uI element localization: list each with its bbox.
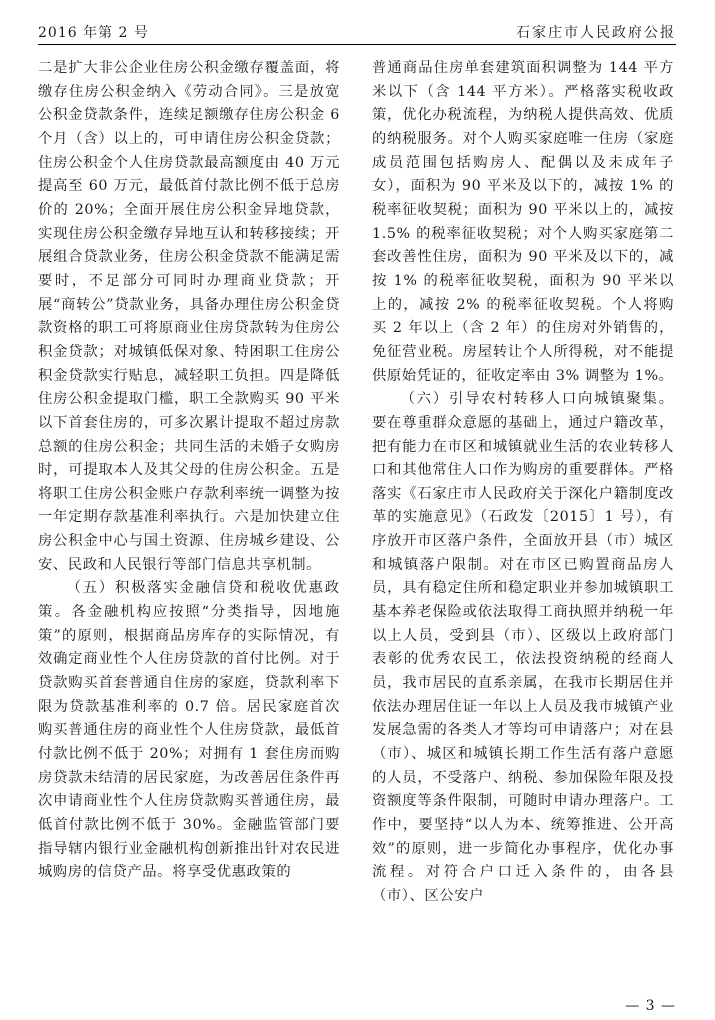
section-6-paragraph	[372, 388, 674, 908]
section-6-heading: （六）引导农村转移人口向城镇聚集。	[400, 391, 674, 408]
publication-title: 石家庄市人民政府公报	[516, 25, 676, 41]
left-column	[38, 57, 340, 885]
page-number: — 3 —	[625, 998, 676, 1014]
section-5-heading: （五）积极落实金融信贷和税收优惠政策。	[38, 580, 340, 621]
page-header	[38, 18, 676, 40]
header-rule	[38, 44, 676, 45]
paragraph-tax-policy: 普通商品住房单套建筑面积调整为 144 平方米以下（含 144 平方米）。严格落实税收政策，优化办税流程，为纳税人提供高效、优质的纳税服务。对个人购买家庭唯一住房（家庭成员范围包括购房人、配偶以及未成年子女），面积为 90 平米及以下的，减按 1% 的税率征收契税；面积为 90 平米以上的，减按 1.5% 的税率征收契税；对个人购买家庭第二套改善性住房，面积为 90 平米及以下的，减按 1% 的税率征收契税，面积为 90 平米以上的，减按 2% 的税率征收契税。个人将购买 2 年以上（含 2 年）的住房对外销售的，免征营业税。房屋转让个人所得税，对不能提供原始凭证的，征收定率由 3% 调整为 1%。	[372, 60, 674, 384]
right-column	[372, 57, 674, 909]
section-6-text: 要在尊重群众意愿的基础上，通过户籍改革，把有能力在市区和城镇就业生活的农业转移人口和其他常住人口作为购房的重要群体。严格落实《石家庄市人民政府关于深化户籍制度改革的实施意见》（石政发〔2015〕1 号），有序放开市区落户条件，全面放开县（市）城区和城镇落户限制。对在市区已购置商品房人员，具有稳定住所和稳定职业并参加城镇职工基本养老保险或依法取得工商执照并纳税一年以上人员，受到县（市）、区级以上政府部门表彰的优秀农民工，依法投资纳税的经商人员，我市居民的直系亲属，在我市长期居住并依法办理居住证一年以上人员及我市城镇产业发展急需的各类人才等均可申请落户；对在县（市）、城区和城镇长期工作生活有落户意愿的人员，不受落户、纳税、参加保险年限及投资额度等条件限制，可随时申请办理落户。工作中，要坚持“以人为本、统筹推进、公开高效”的原则，进一步简化办事程序，优化办事流程。对符合户口迁入条件的，由各县（市）、区公安户	[372, 414, 674, 904]
paragraph-housing-fund: 二是扩大非公企业住房公积金缴存覆盖面，将缴存住房公积金纳入《劳动合同》。三是放宽公积金贷款条件，连续足额缴存住房公积金 6 个月（含）以上的，可申请住房公积金贷款；住房公积金个人住房贷款最高额度由 40 万元提高至 60 万元，最低首付款比例不低于总房价的 20%；全面开展住房公积金异地贷款，实现住房公积金缴存异地互认和转移接续；开展组合贷款业务，住房公积金贷款不能满足需要时，不足部分可同时办理商业贷款；开展“商转公”贷款业务，具备办理住房公积金贷款资格的职工可将原商业住房贷款转为住房公积金贷款；对城镇低保对象、特困职工住房公积金贷款实行贴息，减轻职工负担。四是降低住房公积金提取门槛，职工全款购买 90 平米以下首套住房的，可多次累计提取不超过房款总额的住房公积金；共同生活的未婚子女购房时，可提取本人及其父母的住房公积金。五是将职工住房公积金账户存款利率统一调整为按一年定期存款基准利率执行。六是加快建立住房公积金中心与国土资源、住房城乡建设、公安、民政和人民银行等部门信息共享机制。	[38, 60, 340, 573]
section-5-paragraph	[38, 577, 340, 885]
issue-label: 2016 年第 2 号	[38, 25, 149, 41]
section-5-text: 各金融机构应按照“分类指导，因地施策”的原则，根据商品房库存的实际情况，有效确定商业性个人住房贷款的首付比例。对于贷款购买首套普通自住房的家庭，贷款利率下限为贷款基准利率的 0.7 倍。居民家庭首次购买普通住房的商业性个人住房贷款，最低首付款比例不低于 20%；对拥有 1 套住房而购房贷款未结清的居民家庭，为改善居住条件再次申请商业性个人住房贷款购买普通住房，最低首付款比例不低于 30%。金融监管部门要指导辖内银行业金融机构创新推出针对农民进城购房的信贷产品。将享受优惠政策的	[38, 604, 340, 881]
